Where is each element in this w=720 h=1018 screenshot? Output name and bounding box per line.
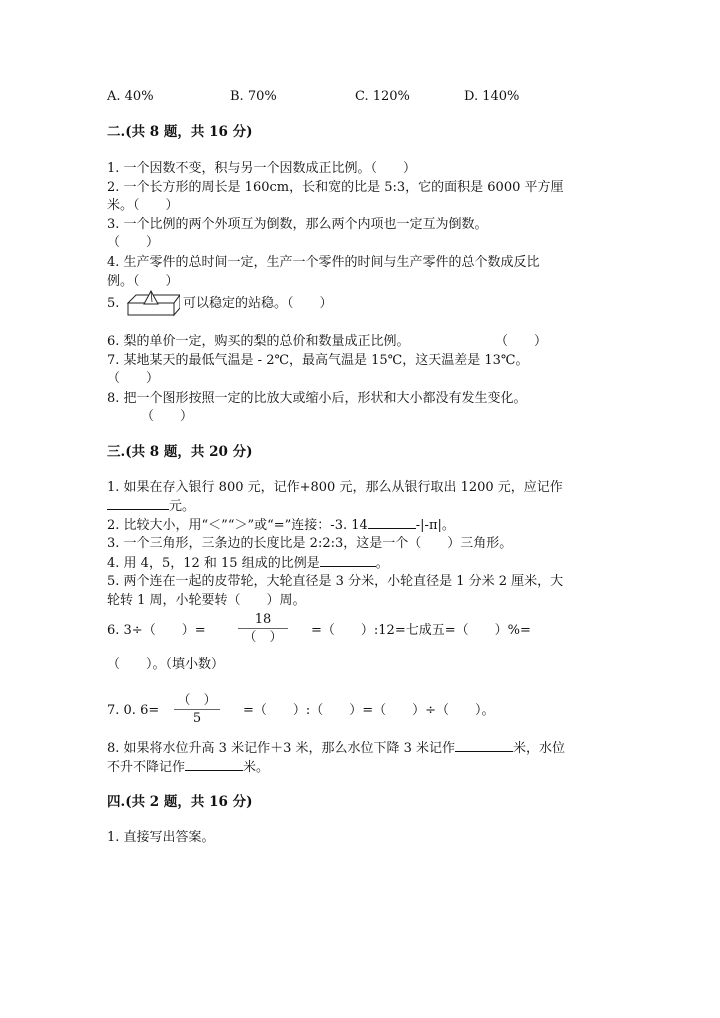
s2-q3-line1: 3. 一个比例的两个外项互为倒数，那么两个内项也一定互为倒数。 bbox=[107, 217, 488, 232]
s2-q8-line2: （ ） bbox=[141, 409, 194, 424]
s3-q7-fraction bbox=[174, 693, 220, 726]
s2-q7-line1: 7. 某地某天的最低气温是 - 2℃，最高气温是 15℃，这天温差是 13℃。 bbox=[107, 353, 529, 368]
s3-q7-fraction-bar bbox=[174, 709, 220, 710]
s3-q2-blank[interactable] bbox=[368, 516, 416, 529]
s3-q4 bbox=[107, 554, 389, 572]
s3-q7-start: 7. 0. 6= bbox=[107, 703, 160, 718]
choice-c: C. 120% bbox=[355, 89, 410, 104]
s3-q8-text: 8. 如果将水位升高 3 米记作＋3 米，那么水位下降 3 米记作 bbox=[107, 741, 456, 756]
choice-a: A. 40% bbox=[107, 89, 154, 104]
s3-q6-line2: （ ）。（填小数） bbox=[107, 657, 225, 672]
s3-q1-line1: 1. 如果在存入银行 800 元，记作+800 元，那么从银行取出 1200 元，应记作 bbox=[107, 480, 563, 495]
s3-q8-text-2: 不升不降记作 bbox=[107, 760, 186, 775]
s3-q8-line2 bbox=[107, 758, 269, 776]
section-4-title: 四.(共 2 题，共 16 分) bbox=[107, 794, 253, 810]
s3-q2 bbox=[107, 516, 455, 534]
s3-q2-text: 2. 比较大小，用“＜”“＞”或“=”连接：-3. 14 bbox=[107, 518, 368, 533]
s2-q5-text: 可以稳定的站稳。（ ） bbox=[183, 296, 333, 311]
s2-q2-line1: 2. 一个长方形的周长是 160cm，长和宽的比是 5:3，它的面积是 6000 平方厘 bbox=[107, 180, 564, 195]
s2-q2-line2: 米。（ ） bbox=[107, 198, 179, 213]
s3-q6-numerator: 18 bbox=[254, 612, 272, 627]
s3-q1-blank[interactable] bbox=[107, 497, 169, 510]
s3-q6-rest: =（ ）:12=七成五=（ ）%= bbox=[311, 623, 531, 638]
section-3-title: 三.(共 8 题，共 20 分) bbox=[107, 444, 253, 460]
s3-q8-mid: 米，水位 bbox=[513, 741, 566, 756]
s2-q6: 6. 梨的单价一定，购买的梨的总价和数量成正比例。 bbox=[107, 334, 410, 349]
choice-d: D. 140% bbox=[464, 89, 520, 104]
s2-q1: 1. 一个因数不变，积与另一个因数成正比例。（ ） bbox=[107, 161, 417, 176]
s3-q3: 3. 一个三角形，三条边的长度比是 2:2:3，这是一个（ ）三角形。 bbox=[107, 536, 513, 551]
s3-q6-start: 6. 3÷（ ）= bbox=[107, 623, 206, 638]
s3-q6-fraction bbox=[238, 612, 288, 645]
s3-q7-rest: =（ ）:（ ）=（ ）÷（ ）。 bbox=[243, 703, 495, 718]
s2-q7-line2: （ ） bbox=[107, 371, 160, 386]
choice-b: B. 70% bbox=[230, 89, 277, 104]
s3-q4-text: 4. 用 4，5，12 和 15 组成的比例是 bbox=[107, 556, 320, 571]
s3-q6-fraction-bar bbox=[238, 628, 288, 629]
s3-q4-tail: 。 bbox=[375, 556, 389, 571]
s3-q5-line1: 5. 两个连在一起的皮带轮，大轮直径是 3 分米，小轮直径是 1 分米 2 厘米，大 bbox=[107, 574, 564, 589]
s3-q1-line2 bbox=[107, 497, 195, 515]
s2-q4-line1: 4. 生产零件的总时间一定，生产一个零件的时间与生产零件的总个数成反比 bbox=[107, 255, 540, 270]
s3-q8-blank-2[interactable] bbox=[185, 758, 243, 771]
s2-q3-line2: （ ） bbox=[107, 235, 160, 250]
s3-q6-denominator: （ ） bbox=[243, 630, 283, 645]
s2-q4-line2: 例。（ ） bbox=[107, 274, 179, 289]
s3-q4-blank[interactable] bbox=[320, 554, 376, 567]
s2-q5-number: 5. bbox=[107, 296, 120, 311]
s3-q8-line1 bbox=[107, 739, 565, 757]
s3-q7-denominator: 5 bbox=[192, 711, 202, 726]
s4-q1: 1. 直接写出答案。 bbox=[107, 830, 215, 845]
pyramid-figure bbox=[122, 290, 180, 322]
s3-q7-numerator: （ ） bbox=[177, 693, 217, 708]
s3-q2-tail: -|-π|。 bbox=[415, 518, 455, 533]
s3-q8-end: 米。 bbox=[243, 760, 270, 775]
section-2-title: 二.(共 8 题，共 16 分) bbox=[107, 124, 253, 140]
s3-q1-unit: 元。 bbox=[169, 499, 196, 514]
s2-q6-paren: （ ） bbox=[495, 334, 548, 349]
s3-q8-blank-1[interactable] bbox=[455, 739, 513, 752]
s2-q8-line1: 8. 把一个图形按照一定的比放大或缩小后，形状和大小都没有发生变化。 bbox=[107, 391, 527, 406]
s3-q5-line2: 轮转 1 周，小轮要转（ ）周。 bbox=[107, 593, 306, 608]
